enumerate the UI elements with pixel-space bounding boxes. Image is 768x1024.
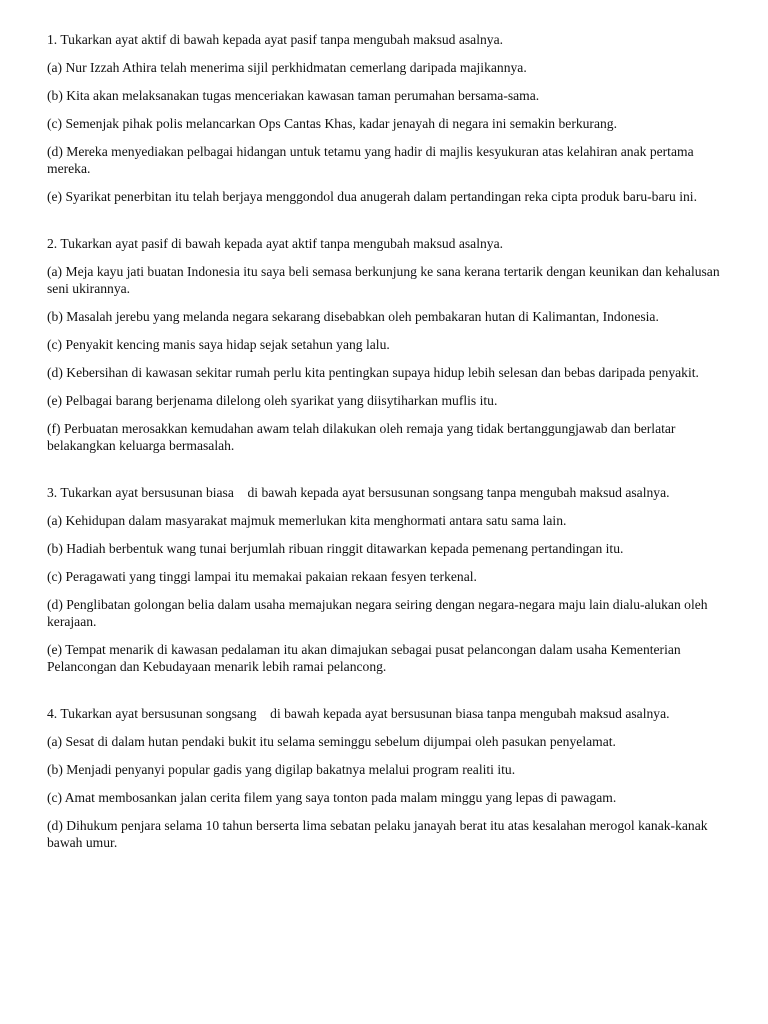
question-1-item-d: (d) Mereka menyediakan pelbagai hidangan untuk tetamu yang hadir di majlis kesyukuran atas kelahiran anak pertama mereka.	[47, 144, 694, 176]
question-1-item-c: (c) Semenjak pihak polis melancarkan Ops Cantas Khas, kadar jenayah di negara ini semakin berkurang.	[47, 116, 617, 131]
question-2-item-a: (a) Meja kayu jati buatan Indonesia itu saya beli semasa berkunjung ke sana kerana tertarik dengan keunikan dan kehalusan seni ukirannya.	[47, 264, 720, 296]
question-2-item-f: (f) Perbuatan merosakkan kemudahan awam telah dilakukan oleh remaja yang tidak bertanggungjawab dan berlatar belakangkan keluarga bermasalah.	[47, 421, 676, 453]
question-4-item-a: (a) Sesat di dalam hutan pendaki bukit itu selama seminggu sebelum dijumpai oleh pasukan penyelamat.	[47, 734, 616, 749]
question-2-item-b: (b) Masalah jerebu yang melanda negara sekarang disebabkan oleh pembakaran hutan di Kalimantan, Indonesia.	[47, 309, 659, 324]
question-1-item-a: (a) Nur Izzah Athira telah menerima sijil perkhidmatan cemerlang daripada majikannya.	[47, 60, 527, 75]
question-1-item-e: (e) Syarikat penerbitan itu telah berjaya menggondol dua anugerah dalam pertandingan reka cipta produk baru-baru ini.	[47, 189, 697, 204]
question-2-instruction: 2. Tukarkan ayat pasif di bawah kepada ayat aktif tanpa mengubah maksud asalnya.	[47, 236, 504, 251]
question-4-item-b: (b) Menjadi penyanyi popular gadis yang digilap bakatnya melalui program realiti itu.	[47, 762, 516, 777]
question-3-instruction: 3. Tukarkan ayat bersusunan biasa di bawah kepada ayat bersusunan songsang tanpa mengubah maksud asalnya.	[47, 485, 670, 500]
question-3-item-b: (b) Hadiah berbentuk wang tunai berjumlah ribuan ringgit ditawarkan kepada pemenang pertandingan itu.	[47, 541, 624, 556]
question-3-item-a: (a) Kehidupan dalam masyarakat majmuk memerlukan kita menghormati antara satu sama lain.	[47, 513, 567, 528]
question-2-item-e: (e) Pelbagai barang berjenama dilelong oleh syarikat yang diisytiharkan muflis itu.	[47, 393, 498, 408]
question-3-item-c: (c) Peragawati yang tinggi lampai itu memakai pakaian rekaan fesyen terkenal.	[47, 569, 477, 584]
question-1	[47, 31, 727, 205]
question-4-instruction: 4. Tukarkan ayat bersusunan songsang di bawah kepada ayat bersusunan biasa tanpa mengubah maksud asalnya.	[47, 706, 670, 721]
question-4-item-d: (d) Dihukum penjara selama 10 tahun berserta lima sebatan pelaku janayah berat itu atas kesalahan merogol kanak-kanak bawah umur.	[47, 818, 708, 850]
question-3	[47, 484, 727, 675]
question-2-item-c: (c) Penyakit kencing manis saya hidap sejak setahun yang lalu.	[47, 337, 390, 352]
question-2-item-d: (d) Kebersihan di kawasan sekitar rumah perlu kita pentingkan supaya hidup lebih selesan dan bebas daripada penyakit.	[47, 365, 699, 380]
question-1-instruction: 1. Tukarkan ayat aktif di bawah kepada ayat pasif tanpa mengubah maksud asalnya.	[47, 32, 504, 47]
question-3-item-e: (e) Tempat menarik di kawasan pedalaman itu akan dimajukan sebagai pusat pelancongan dalam usaha Kementerian Pelancongan dan Kebudayaan menarik lebih ramai pelancong.	[47, 642, 681, 674]
question-2	[47, 235, 727, 454]
question-4	[47, 705, 727, 851]
document-page	[47, 31, 727, 862]
question-1-item-b: (b) Kita akan melaksanakan tugas menceriakan kawasan taman perumahan bersama-sama.	[47, 88, 540, 103]
question-3-item-d: (d) Penglibatan golongan belia dalam usaha memajukan negara seiring dengan negara-negara maju lain dialu-alukan oleh kerajaan.	[47, 597, 708, 629]
question-4-item-c: (c) Amat membosankan jalan cerita filem yang saya tonton pada malam minggu yang lepas di pawagam.	[47, 790, 617, 805]
